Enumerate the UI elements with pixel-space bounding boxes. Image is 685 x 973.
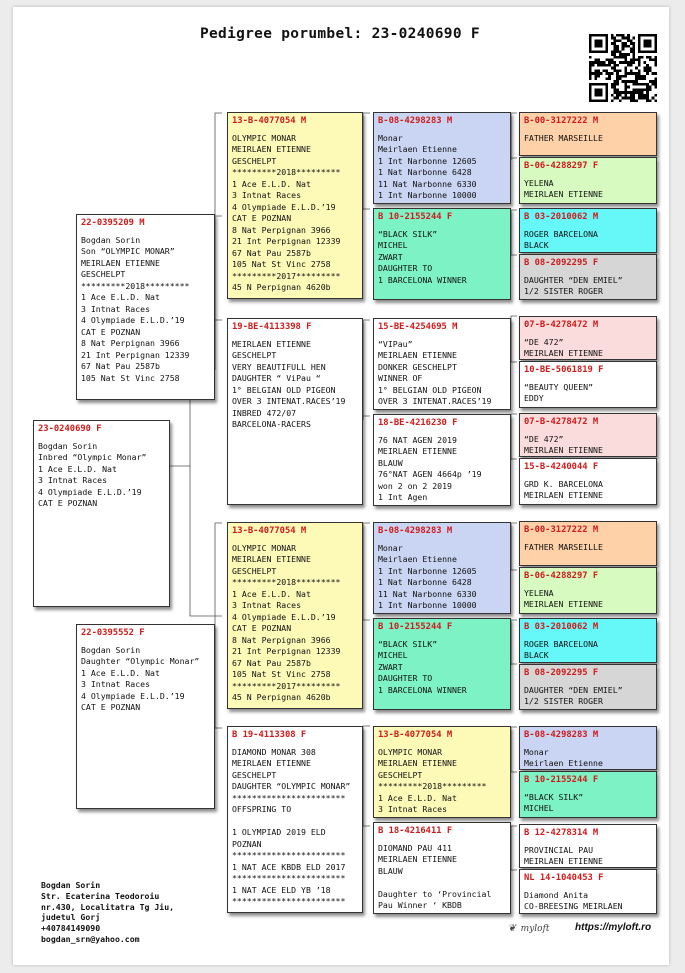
ring-number: B 10-2155244 F bbox=[524, 775, 599, 785]
ring-number: 07-B-4278472 M bbox=[524, 417, 599, 427]
note-line: “DE 472” bbox=[524, 336, 564, 347]
owner-address: nr.430, Localitatra Tg Jiu, bbox=[41, 901, 175, 912]
note-line: OLYMPIC MONAR bbox=[378, 746, 443, 757]
pedigree-card-ancestor bbox=[519, 413, 657, 457]
note-line: 1 Ace E.L.D. Nat bbox=[81, 292, 160, 302]
pedigree-card-sire bbox=[76, 214, 215, 400]
note-line: “BLACK SILK” bbox=[378, 638, 438, 649]
note-line: *********************** bbox=[232, 850, 346, 860]
note-line: “DE 472” bbox=[524, 433, 564, 444]
pedigree-card-ancestor bbox=[519, 824, 657, 868]
note-line: *********************** bbox=[232, 896, 346, 906]
note-line: 1/2 SISTER ROGER bbox=[524, 696, 603, 706]
note-line: 1 Nat Narbonne 6428 bbox=[378, 577, 472, 587]
ring-number: 10-BE-5061819 F bbox=[524, 365, 604, 375]
bird-notes bbox=[378, 747, 506, 816]
note-line: DAUGHTER TO bbox=[378, 263, 433, 273]
note-line: Inbred “Olympic Monar” bbox=[38, 452, 147, 462]
note-line: won 2 on 2 2019 bbox=[378, 480, 452, 491]
note-line: 3 Intnat Races bbox=[232, 190, 302, 200]
note-line: WINNER OF bbox=[378, 373, 423, 383]
note-line: 105 Nat St Vinc 2758 bbox=[232, 259, 331, 269]
note-line: 1 Nat Narbonne 6428 bbox=[378, 167, 472, 177]
ring-number: 18-BE-4216230 F bbox=[378, 418, 458, 428]
note-line: POZNAN bbox=[232, 838, 262, 849]
owner-name: Bogdan Sorin bbox=[41, 880, 101, 890]
bird-notes bbox=[524, 434, 652, 457]
note-line: MEIRLAEN ETIENNE bbox=[524, 189, 603, 199]
note-line: 1 Ace E.L.D. Nat bbox=[38, 463, 117, 474]
note-line: Bogdan Sorin bbox=[38, 440, 98, 451]
owner-street: Str. Ecaterina Teodoroiu bbox=[41, 890, 160, 901]
note-line: GESCHELPT bbox=[232, 769, 277, 780]
note-line: ZWART bbox=[378, 251, 403, 262]
pedigree-card-great-grandparent bbox=[373, 414, 511, 506]
ring-number: 13-B-4077054 M bbox=[232, 526, 307, 536]
pedigree-card-ancestor bbox=[519, 869, 657, 914]
note-line: MICHEL bbox=[378, 240, 408, 250]
bird-notes bbox=[378, 133, 506, 202]
ring-number: B-08-4298283 M bbox=[378, 526, 453, 536]
ring-number: B 03-2010062 M bbox=[524, 622, 599, 632]
note-line: GESCHELPT bbox=[232, 155, 277, 166]
ring-number: 15-B-4240044 F bbox=[524, 462, 599, 472]
note-line: ROGER BARCELONA bbox=[524, 228, 598, 239]
ring-number: 22-0395552 F bbox=[81, 628, 145, 638]
note-line: 1 NAT ACE ELD YB ’18 bbox=[232, 884, 331, 895]
ring-number: B 08-2092295 F bbox=[524, 258, 599, 268]
note-line: MEIRLAEN ETIENNE bbox=[378, 350, 457, 360]
note-line: 1 Int Narbonne 10000 bbox=[378, 600, 477, 610]
ring-number: 13-B-4077054 M bbox=[232, 116, 307, 126]
pedigree-card-grandparent bbox=[227, 522, 363, 709]
bird-notes bbox=[378, 639, 506, 697]
bird-notes bbox=[378, 843, 506, 912]
note-line: DIAMOND MONAR 308 bbox=[232, 746, 316, 757]
owner-contact bbox=[41, 880, 174, 945]
bird-notes bbox=[378, 435, 506, 504]
note-line: MEIRLAEN ETIENNE bbox=[524, 445, 603, 455]
note-line: 1 OLYMPIAD 2019 ELD bbox=[232, 827, 326, 837]
note-line: MEIRLAEN ETIENNE bbox=[378, 758, 457, 768]
bird-notes bbox=[524, 178, 652, 201]
note-line: 1 Int Agen bbox=[378, 492, 428, 502]
note-line: MEIRLAEN ETIENNE bbox=[378, 854, 457, 864]
pedigree-card-ancestor bbox=[519, 316, 657, 360]
pedigree-card-great-grandparent bbox=[373, 726, 511, 818]
bird-notes bbox=[232, 133, 358, 294]
note-line: BLAUW bbox=[378, 865, 403, 876]
ring-number: B 10-2155244 F bbox=[378, 212, 453, 222]
pedigree-card-ancestor bbox=[519, 521, 657, 566]
pedigree-card-great-grandparent bbox=[373, 112, 511, 204]
bird-notes bbox=[232, 747, 358, 908]
note-line: *********************** bbox=[232, 792, 346, 803]
note-line: 1° BELGIAN OLD PIGEON bbox=[378, 384, 482, 395]
note-line: *********2018********* bbox=[81, 280, 190, 291]
note-line: MEIRLAEN ETIENNE bbox=[232, 758, 311, 768]
note-line: 1 Int Narbonne 12605 bbox=[378, 155, 477, 166]
bird-notes bbox=[38, 441, 165, 510]
ring-number: B-00-3127222 M bbox=[524, 116, 599, 126]
pedigree-card-ancestor bbox=[519, 567, 657, 614]
note-line: DAUGHTER “OLYMPIC MONAR” bbox=[232, 781, 351, 791]
pedigree-card-ancestor bbox=[519, 664, 657, 710]
ring-number: 13-B-4077054 M bbox=[378, 730, 453, 740]
pedigree-card-ancestor bbox=[519, 208, 657, 253]
bird-notes bbox=[524, 685, 652, 708]
pedigree-card-ancestor bbox=[519, 112, 657, 156]
note-line: 3 Intnat Races bbox=[38, 475, 108, 485]
note-line: OLYMPIC MONAR bbox=[232, 132, 297, 143]
bird-notes bbox=[524, 479, 652, 502]
bird-notes bbox=[524, 133, 652, 145]
note-line: 1/2 SISTER ROGER bbox=[524, 286, 603, 296]
ring-number: NL 14-1040453 F bbox=[524, 873, 604, 883]
note-line: YELENA bbox=[524, 177, 554, 188]
note-line: DIOMAND PAU 411 bbox=[378, 842, 452, 853]
pedigree-card-ancestor bbox=[519, 726, 657, 770]
owner-county: judetul Gorj bbox=[41, 912, 101, 923]
pedigree-card-great-grandparent bbox=[373, 522, 511, 614]
website-link[interactable]: https://myloft.ro bbox=[575, 922, 652, 933]
note-line: 1 Int Narbonne 10000 bbox=[378, 190, 477, 200]
ring-number: B 19-4113308 F bbox=[232, 730, 307, 740]
note-line: CO-BREESING MEIRLAEN bbox=[524, 901, 623, 911]
bird-notes bbox=[378, 543, 506, 612]
ring-number: B-06-4288297 F bbox=[524, 161, 599, 171]
note-line: CAT E POZNAN bbox=[232, 623, 292, 633]
note-line: MEIRLAEN ETIENNE bbox=[524, 348, 603, 358]
bird-notes bbox=[524, 792, 652, 815]
bird-notes bbox=[81, 645, 210, 714]
ring-number: B 18-4216411 F bbox=[378, 826, 453, 836]
note-line: MICHEL bbox=[524, 803, 554, 813]
note-line: *********2018********* bbox=[232, 167, 341, 177]
note-line: *********2018********* bbox=[232, 577, 341, 587]
note-line: GRD K. BARCELONA bbox=[524, 478, 603, 489]
ring-number: B 08-2092295 F bbox=[524, 668, 599, 678]
bird-notes bbox=[524, 747, 652, 770]
note-line: Meirlaen Etienne bbox=[524, 758, 603, 768]
note-line: 21 Int Perpignan 12339 bbox=[81, 349, 190, 360]
note-line: 8 Nat Perpignan 3966 bbox=[232, 224, 331, 235]
note-line: 76 NAT AGEN 2019 bbox=[378, 434, 457, 445]
note-line: *********2018********* bbox=[378, 781, 487, 791]
note-line: CAT E POZNAN bbox=[81, 326, 141, 337]
note-line: MEIRLAEN ETIENNE bbox=[524, 599, 603, 609]
note-line: 1 Ace E.L.D. Nat bbox=[378, 792, 457, 803]
note-line: FATHER MARSEILLE bbox=[524, 541, 603, 552]
note-line: 21 Int Perpignan 12339 bbox=[232, 646, 341, 656]
note-line: OFFSPRING TO bbox=[232, 804, 292, 814]
note-line: 67 Nat Pau 2587b bbox=[232, 657, 311, 668]
note-line: BARCELONA-RACERS bbox=[232, 419, 311, 429]
pedigree-card-ancestor bbox=[519, 771, 657, 818]
pedigree-card-dam bbox=[76, 624, 215, 809]
note-line: 11 Nat Narbonne 6330 bbox=[378, 588, 477, 599]
note-line: Bogdan Sorin bbox=[81, 234, 141, 245]
ring-number: B 10-2155244 F bbox=[378, 622, 453, 632]
note-line: 1 Ace E.L.D. Nat bbox=[232, 588, 311, 599]
pedigree-card-ancestor bbox=[519, 254, 657, 300]
note-line: EDDY bbox=[524, 393, 544, 403]
pedigree-card-ancestor bbox=[519, 361, 657, 408]
note-line: 4 Olympiade E.L.D.’19 bbox=[232, 201, 336, 212]
note-line: 1 Int Narbonne 12605 bbox=[378, 565, 477, 576]
pedigree-card-great-grandparent bbox=[373, 618, 511, 710]
logo-text: myloft bbox=[520, 924, 550, 934]
pedigree-card-ancestor bbox=[519, 618, 657, 663]
note-line: BLACK bbox=[524, 240, 549, 250]
note-line: Meirlaen Etienne bbox=[378, 554, 457, 564]
note-line: 105 Nat St Vinc 2758 bbox=[81, 372, 180, 383]
note-line: “VIPau” bbox=[378, 338, 413, 349]
note-line: 4 Olympiade E.L.D.’19 bbox=[81, 690, 185, 701]
bird-notes bbox=[378, 229, 506, 287]
note-line: GESCHELPT bbox=[378, 769, 423, 780]
note-line: 3 Intnat Races bbox=[232, 600, 302, 610]
note-line: 1 NAT ACE KBDB ELD 2017 bbox=[232, 861, 346, 872]
note-line: Monar bbox=[524, 746, 549, 757]
bird-notes bbox=[524, 890, 652, 913]
note-line: 3 Intnat Races bbox=[81, 303, 151, 314]
note-line: BLACK bbox=[524, 650, 549, 660]
note-line: DONKER GESCHELPT bbox=[378, 361, 457, 372]
ring-number: 22-0395209 M bbox=[81, 218, 145, 228]
note-line: YELENA bbox=[524, 587, 554, 598]
note-line: PROVINCIAL PAU bbox=[524, 844, 594, 855]
note-line: 45 N Perpignan 4620b bbox=[232, 692, 331, 702]
note-line: *********2017********* bbox=[232, 270, 341, 281]
note-line: Son “OLYMPIC MONAR” bbox=[81, 246, 175, 256]
note-line: INBRED 472/07 bbox=[232, 407, 297, 418]
pedigree-card-grandparent bbox=[227, 726, 363, 913]
pedigree-card-great-grandparent bbox=[373, 208, 511, 300]
bird-notes bbox=[81, 235, 210, 385]
note-line: CAT E POZNAN bbox=[81, 702, 141, 712]
note-line: GESCHELPT bbox=[232, 565, 277, 576]
note-line: MEIRLAEN ETIENNE bbox=[524, 856, 603, 866]
note-line: 4 Olympiade E.L.D.’19 bbox=[38, 486, 142, 497]
note-line: 3 Intnat Races bbox=[378, 804, 448, 814]
ring-number: B-00-3127222 M bbox=[524, 525, 599, 535]
note-line: DAUGHTER TO bbox=[378, 673, 433, 683]
note-line: Monar bbox=[378, 132, 403, 143]
note-line: FATHER MARSEILLE bbox=[524, 132, 603, 143]
ring-number: 15-BE-4254695 M bbox=[378, 322, 458, 332]
note-line: Bogdan Sorin bbox=[81, 644, 141, 655]
bird-notes bbox=[524, 588, 652, 611]
pedigree-card-ancestor bbox=[519, 157, 657, 204]
bird-notes bbox=[232, 339, 358, 431]
owner-phone: +40784149090 bbox=[41, 923, 101, 934]
note-line: ZWART bbox=[378, 661, 403, 672]
note-line: MEIRLAEN ETIENNE bbox=[378, 446, 457, 456]
ring-number: B-06-4288297 F bbox=[524, 571, 599, 581]
pedigree-card-ancestor bbox=[519, 458, 657, 505]
note-line: Diamond Anita bbox=[524, 889, 589, 900]
owner-email: bogdan_srn@yahoo.com bbox=[41, 933, 140, 944]
ring-number: 19-BE-4113398 F bbox=[232, 322, 312, 332]
note-line: ROGER BARCELONA bbox=[524, 638, 598, 649]
note-line: BLAUW bbox=[378, 457, 403, 468]
pigeon-icon: ❦ bbox=[508, 920, 516, 934]
note-line: CAT E POZNAN bbox=[38, 498, 98, 508]
note-line: 1 BARCELONA WINNER bbox=[378, 684, 467, 695]
note-line: “BEAUTY QUEEN” bbox=[524, 381, 594, 392]
note-line: 8 Nat Perpignan 3966 bbox=[81, 338, 180, 348]
note-line: VERY BEAUTIFULL HEN bbox=[232, 361, 326, 372]
bird-notes bbox=[378, 339, 506, 408]
note-line: “BLACK SILK” bbox=[524, 791, 584, 802]
note-line: 45 N Perpignan 4620b bbox=[232, 282, 331, 292]
note-line: 4 Olympiade E.L.D.’19 bbox=[81, 315, 185, 325]
note-line: 3 Intnat Races bbox=[81, 679, 151, 689]
note-line: MEIRLAEN ETIENNE bbox=[232, 338, 311, 349]
note-line: MEIRLAEN ETIENNE bbox=[232, 554, 311, 564]
note-line: 1 Ace E.L.D. Nat bbox=[81, 667, 160, 678]
myloft-logo bbox=[508, 920, 550, 934]
page-title: Pedigree porumbel: 23-0240690 F bbox=[200, 26, 480, 42]
ring-number: B-08-4298283 M bbox=[378, 116, 453, 126]
note-line: GESCHELPT bbox=[232, 350, 277, 360]
ring-number: 23-0240690 F bbox=[38, 424, 102, 434]
bird-notes bbox=[524, 639, 652, 662]
bird-notes bbox=[524, 382, 652, 405]
bird-notes bbox=[524, 845, 652, 868]
note-line: Pau Winner ‘ KBDB bbox=[378, 900, 462, 910]
pedigree-card-great-grandparent bbox=[373, 822, 511, 914]
note-line: 1 Ace E.L.D. Nat bbox=[232, 178, 311, 189]
note-line: 1 BARCELONA WINNER bbox=[378, 274, 467, 285]
note-line: DAUGHTER “DEN EMIEL” bbox=[524, 684, 623, 695]
note-line: OVER 3 INTENAT.RACES’19 bbox=[378, 396, 492, 406]
note-line: Daughter to ‘Provincial bbox=[378, 888, 492, 899]
note-line: 11 Nat Narbonne 6330 bbox=[378, 178, 477, 189]
note-line: “BLACK SILK” bbox=[378, 228, 438, 239]
note-line: MEIRLAEN ETIENNE bbox=[232, 144, 311, 154]
note-line: 1° BELGIAN OLD PIGEON bbox=[232, 384, 336, 395]
note-line: *********2017********* bbox=[232, 680, 341, 691]
bird-notes bbox=[524, 337, 652, 360]
note-line: Monar bbox=[378, 542, 403, 553]
pedigree-card-grandparent bbox=[227, 112, 363, 299]
note-line: MICHEL bbox=[378, 650, 408, 660]
bird-notes bbox=[524, 229, 652, 252]
note-line: 8 Nat Perpignan 3966 bbox=[232, 634, 331, 645]
note-line: OVER 3 INTENAT.RACES’19 bbox=[232, 396, 346, 406]
note-line: 67 Nat Pau 2587b bbox=[232, 247, 311, 258]
note-line: DAUGHTER “DEN EMIEL” bbox=[524, 274, 623, 285]
note-line bbox=[232, 816, 358, 828]
note-line: MEIRLAEN ETIENNE bbox=[524, 490, 603, 500]
ring-number: B 03-2010062 M bbox=[524, 212, 599, 222]
ring-number: 07-B-4278472 M bbox=[524, 320, 599, 330]
note-line: *********************** bbox=[232, 873, 346, 883]
note-line: 67 Nat Pau 2587b bbox=[81, 361, 160, 371]
note-line: 105 Nat St Vinc 2758 bbox=[232, 669, 331, 679]
bird-notes bbox=[524, 275, 652, 298]
note-line: 76°NAT AGEN 4664p ’19 bbox=[378, 469, 482, 479]
note-line: Daughter “Olympic Monar” bbox=[81, 656, 200, 666]
note-line: CAT E POZNAN bbox=[232, 213, 292, 223]
bird-notes bbox=[232, 543, 358, 704]
bird-notes bbox=[524, 542, 652, 554]
note-line bbox=[378, 877, 506, 889]
note-line: 21 Int Perpignan 12339 bbox=[232, 236, 341, 246]
ring-number: B-08-4298283 M bbox=[524, 730, 599, 740]
note-line: 4 Olympiade E.L.D.’19 bbox=[232, 611, 336, 622]
note-line: MEIRLAEN ETIENNE bbox=[81, 257, 160, 268]
pedigree-card-grandparent bbox=[227, 318, 363, 505]
note-line: Meirlaen Etienne bbox=[378, 144, 457, 154]
note-line: GESCHELPT bbox=[81, 269, 126, 279]
pedigree-card-subject bbox=[33, 420, 170, 607]
note-line: DAUGHTER “ ViPau “ bbox=[232, 373, 321, 383]
pedigree-card-great-grandparent bbox=[373, 318, 511, 410]
note-line: OLYMPIC MONAR bbox=[232, 542, 297, 553]
ring-number: B 12-4278314 M bbox=[524, 828, 599, 838]
